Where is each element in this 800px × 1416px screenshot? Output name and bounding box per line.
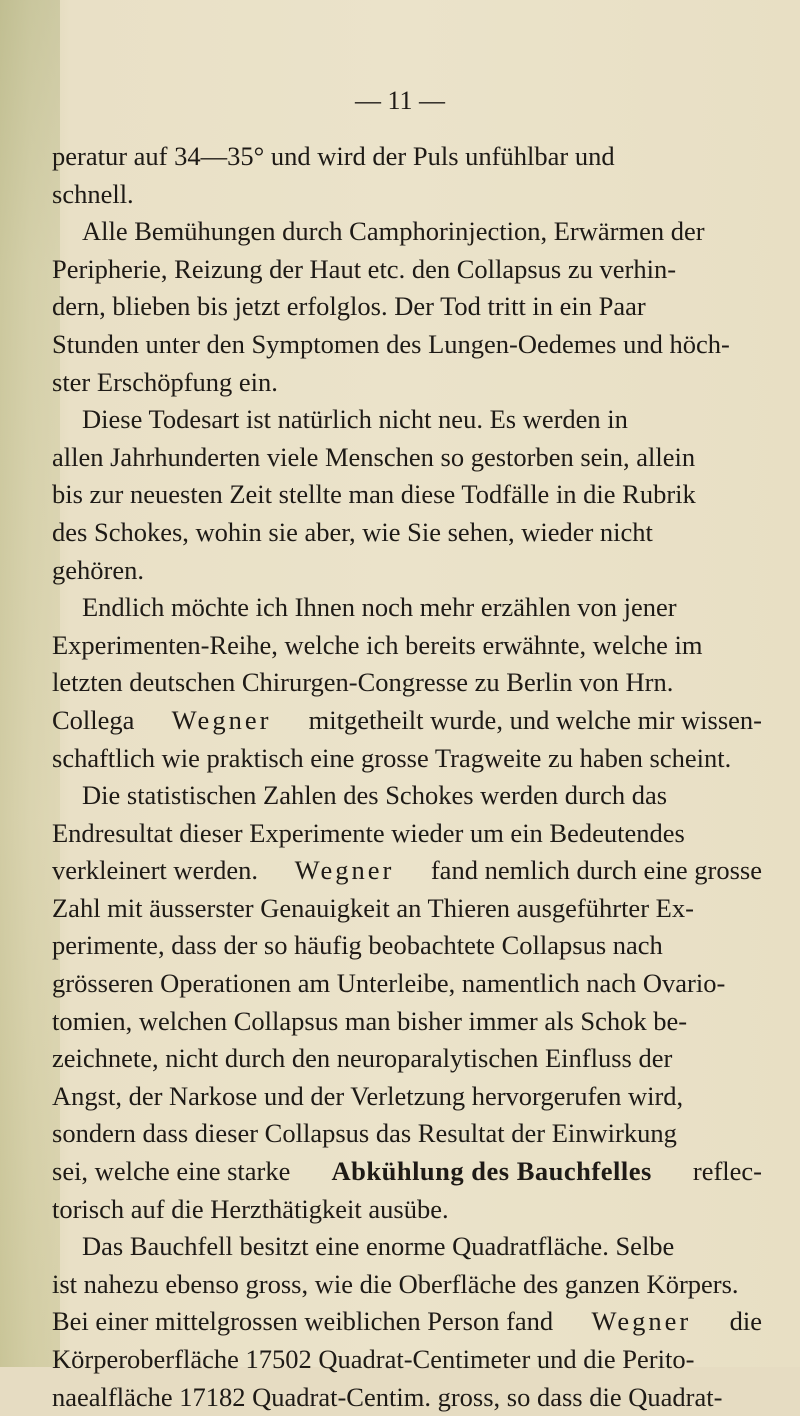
paragraph-start (52, 777, 762, 815)
line-text: mitgetheilt wurde, und welche mir wissen- (308, 704, 762, 735)
line-text: dern, blieben bis jetzt erfolglos. Der Tod tritt in ein Paar (52, 291, 646, 322)
text-line (52, 288, 762, 326)
text-line (52, 364, 762, 402)
text-line (52, 1191, 762, 1229)
line-text: tomien, welchen Collapsus man bisher immer als Schok be- (52, 1005, 688, 1036)
text-line (52, 1078, 762, 1116)
text-line (52, 514, 762, 552)
line-text: bis zur neuesten Zeit stellte man diese Todfälle in die Rubrik (52, 479, 696, 510)
line-text: Collega (52, 704, 135, 735)
text-line (52, 965, 762, 1003)
text-line (52, 1379, 762, 1416)
text-line (52, 176, 762, 214)
line-text: Diese Todesart ist natürlich nicht neu. Es werden in (82, 404, 628, 435)
line-text: peratur auf 34—35° und wird der Puls unfühlbar und (52, 141, 615, 171)
line-text: verkleinert werden. (52, 855, 259, 886)
line-text: Peripherie, Reizung der Haut etc. den Collapsus zu verhin- (52, 253, 677, 284)
text-line (52, 927, 762, 965)
text-line (52, 702, 762, 740)
author-name-spaced: Wegner (171, 704, 272, 735)
text-line (52, 439, 762, 477)
line-text: letzten deutschen Chirurgen-Congresse zu Berlin von Hrn. (52, 667, 674, 698)
line-text: Bei einer mittelgrossen weiblichen Person fand (52, 1306, 554, 1337)
text-line (52, 815, 762, 853)
line-text: Die statistischen Zahlen des Schokes werden durch das (82, 780, 668, 811)
paragraph-start (52, 401, 762, 439)
line-text: schnell. (52, 178, 134, 209)
line-text: sondern dass dieser Collapsus das Resultat der Einwirkung (52, 1118, 677, 1149)
line-text: Alle Bemühungen durch Camphorinjection, Erwärmen der (82, 216, 705, 247)
line-text: sei, welche eine starke (52, 1156, 291, 1187)
line-text: fand nemlich durch eine grosse (430, 855, 762, 886)
line-text: Experimenten-Reihe, welche ich bereits erwähnte, welche im (52, 629, 703, 660)
line-text: Zahl mit äusserster Genauigkeit an Thieren ausgeführter Ex- (52, 892, 694, 923)
text-line (52, 1266, 762, 1304)
line-text: des Schokes, wohin sie aber, wie Sie sehen, wieder nicht (52, 516, 653, 547)
line-text: Angst, der Narkose und der Verletzung hervorgerufen wird, (52, 1080, 684, 1111)
text-line (52, 1153, 762, 1191)
line-text: Endlich möchte ich Ihnen noch mehr erzählen von jener (82, 592, 677, 623)
author-name-spaced: Wegner (591, 1306, 692, 1337)
text-line (52, 1303, 762, 1341)
line-text: perimente, dass der so häufig beobachtete Collapsus nach (52, 930, 663, 961)
text-line (52, 1341, 762, 1379)
line-text: gehören. (52, 554, 144, 585)
text-line (52, 251, 762, 289)
paragraph-start (52, 1228, 762, 1266)
text-line (52, 1003, 762, 1041)
text-line (52, 552, 762, 590)
line-text: Körperoberfläche 17502 Quadrat-Centimeter und die Perito- (52, 1344, 695, 1374)
line-text: Das Bauchfell besitzt eine enorme Quadratfläche. Selbe (82, 1231, 675, 1262)
line-text: die (729, 1306, 762, 1337)
line-text: Stunden unter den Symptomen des Lungen-Oedemes und höch- (52, 328, 730, 359)
line-text: reflec- (692, 1156, 762, 1187)
text-line (52, 1040, 762, 1078)
text-line (52, 138, 762, 176)
paper-edge-stain (0, 0, 60, 1367)
author-name-spaced: Wegner (294, 855, 395, 886)
body-text (52, 138, 762, 1416)
text-line (52, 664, 762, 702)
text-line (52, 627, 762, 665)
text-line (52, 1115, 762, 1153)
page-number: — 11 — (354, 86, 446, 115)
paragraph-start (52, 213, 762, 251)
text-line (52, 740, 762, 778)
emphasis-bold-text: Abkühlung des Bauchfelles (331, 1156, 652, 1187)
line-text: grösseren Operationen am Unterleibe, namentlich nach Ovario- (52, 968, 726, 999)
text-line (52, 476, 762, 514)
line-text: ist nahezu ebenso gross, wie die Oberfläche des ganzen Körpers. (52, 1268, 739, 1299)
line-text: zeichnete, nicht durch den neuroparalytischen Einfluss der (52, 1043, 673, 1074)
text-line (52, 326, 762, 364)
line-text: schaftlich wie praktisch eine grosse Tragweite zu haben scheint. (52, 742, 732, 773)
text-line (52, 852, 762, 890)
line-text: allen Jahrhunderten viele Menschen so gestorben sein, allein (52, 441, 696, 472)
text-line (52, 890, 762, 928)
line-text: naealfläche 17182 Quadrat-Centim. gross, so dass die Quadrat- (52, 1381, 723, 1412)
line-text: Endresultat dieser Experimente wieder um ein Bedeutendes (52, 817, 685, 848)
paragraph-start (52, 589, 762, 627)
line-text: ster Erschöpfung ein. (52, 366, 278, 397)
line-text: torisch auf die Herzthätigkeit ausübe. (52, 1193, 449, 1224)
